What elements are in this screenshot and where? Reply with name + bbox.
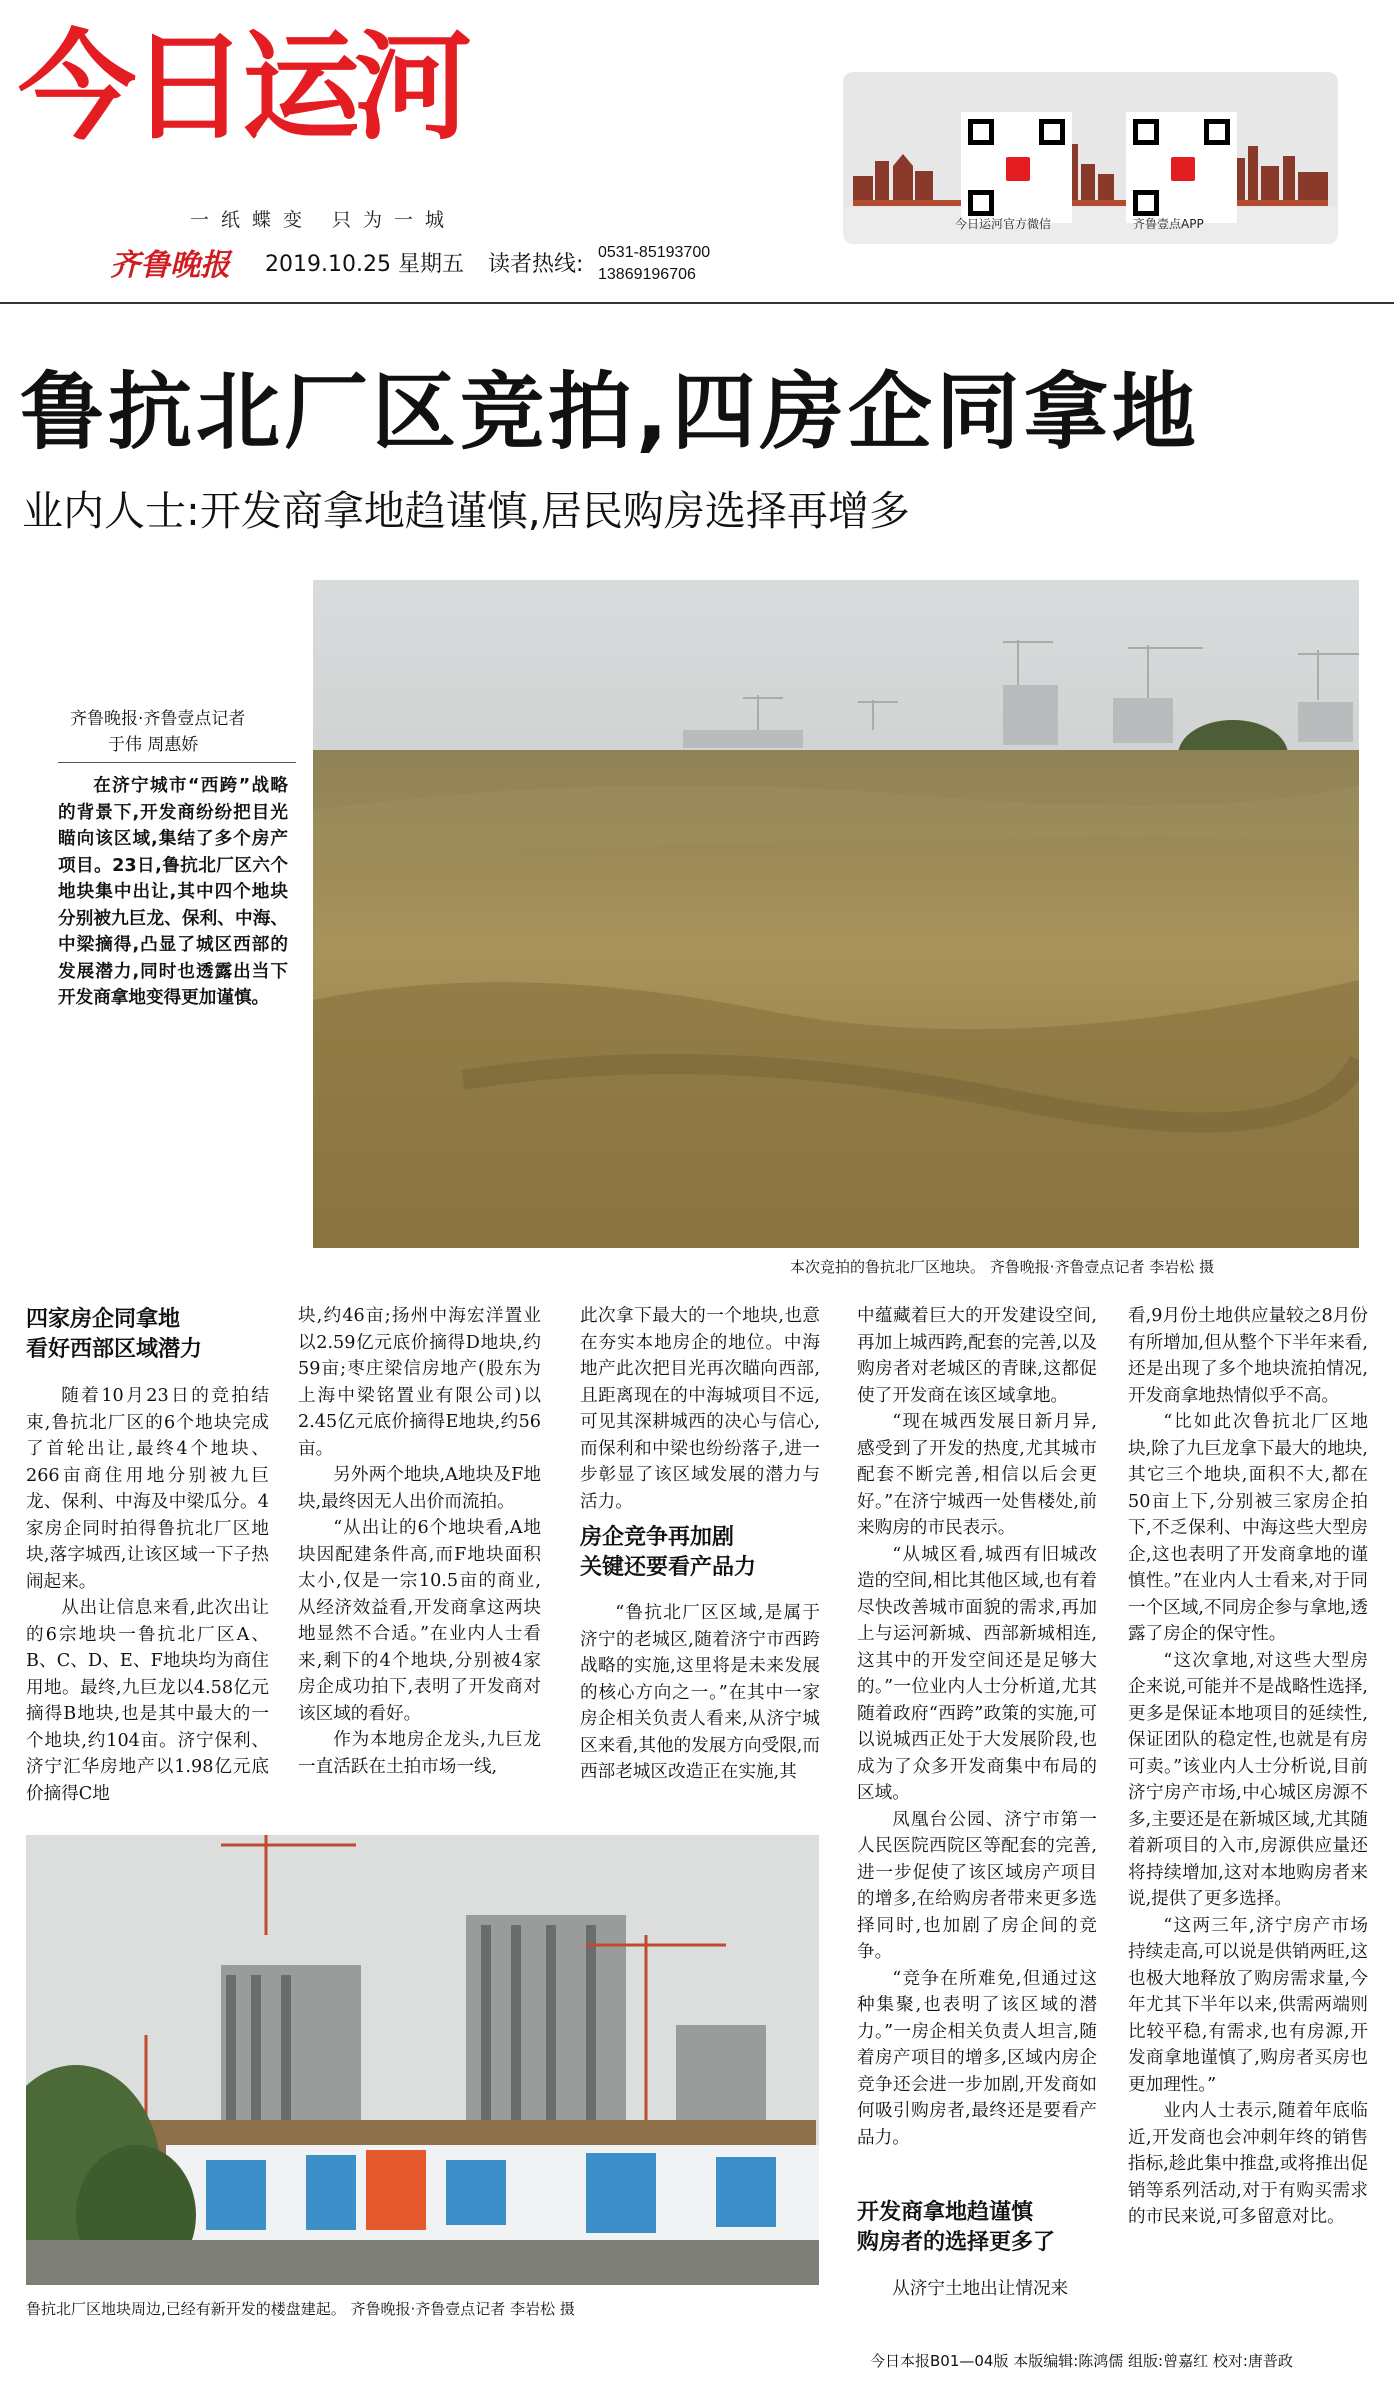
byline-outlet: 齐鲁晚报·齐鲁壹点记者 <box>70 709 246 729</box>
hotline-numbers <box>598 242 710 286</box>
slogan: 一纸蝶变 只为一城 <box>190 209 457 231</box>
section-heading-3: 开发商拿地趋谨慎 购房者的选择更多了 <box>857 2200 1056 2255</box>
wechat-qr-caption: 今日运河官方微信 <box>955 217 1052 231</box>
hotline-label: 读者热线: <box>488 252 584 277</box>
qr-promo-banner <box>843 72 1338 244</box>
byline-reporters: 于伟 周惠娇 <box>108 735 199 755</box>
section-heading-1: 四家房企同拿地 看好西部区域潜力 <box>26 1307 203 1362</box>
page-footer: 今日本报B01—04版 本版编辑:陈鸿儒 组版:曾嘉红 校对:唐普政 <box>870 2352 1293 2370</box>
lead-paragraph: 在济宁城市“西跨”战略的背景下,开发商纷纷把目光瞄向该区域,集结了多个房产项目。23日,鲁抗北厂区六个地块集中出让,其中四个地块分别被九巨龙、保利、中海、中梁摘得,凸显了城区西部的发展潜力,同时也透露出当下开发商拿地变得更加谨慎。 <box>58 776 288 1008</box>
construction-photo <box>26 1835 819 2285</box>
app-qr-caption: 齐鲁壹点APP <box>1133 217 1204 231</box>
byline-divider <box>58 762 296 763</box>
hotline-number-2: 13869196706 <box>598 266 696 283</box>
hotline-number-1: 0531-85193700 <box>598 244 711 261</box>
byline <box>70 706 245 758</box>
article-column-2: 块,约46亩;扬州中海宏洋置业以2.59亿元底价摘得D地块,约59亩;枣庄梁信房地产(股东为上海中梁铭置业有限公司)以2.45亿元底价摘得E地块,约56亩。 另外两个地块,A地块及F地块,最终因无人出价而流拍。 “从出让的6个地块看,A地块因配建条件高,而F地块面积太小,仅是一宗10.5亩的商业,从经济效益看,开发商拿这两块地显然不合适。”在业内人士看来,剩下的4个地块,分别被4家房企成功拍下,表明了开发商对该区域的看好。 作为本地房企龙头,九巨龙一直活跃在土拍市场一线, <box>298 1306 541 1777</box>
field-photo-caption: 本次竞拍的鲁抗北厂区地块。 齐鲁晚报·齐鲁壹点记者 李岩松 摄 <box>790 1258 1215 1276</box>
subheadline: 业内人士:开发商拿地趋谨慎,居民购房选择再增多 <box>22 487 910 535</box>
article-column-3a: 此次拿下最大的一个地块,也意在夯实本地房企的地位。中海地产此次把目光再次瞄向西部,且距离现在的中海城项目不远,可见其深耕城西的决心与信心,而保利和中梁也纷纷落子,进一步彰显了该区域发展的潜力与活力。 <box>580 1306 820 1512</box>
app-qr-code[interactable] <box>1126 112 1237 223</box>
wechat-qr-code[interactable] <box>961 112 1072 223</box>
newspaper-logo: 今日运河 <box>18 18 467 156</box>
city-skyline-illustration <box>853 136 1328 206</box>
article-column-3b: “鲁抗北厂区区域,是属于济宁的老城区,随着济宁市西跨战略的实施,这里将是未来发展的核心方向之一。”在其中一家房企相关负责人看来,从济宁城区来看,其他的发展方向受限,而西部老城区改造正在实施,其 <box>580 1603 820 1782</box>
brand-name: 齐鲁晚报 <box>110 248 230 283</box>
field-photo <box>313 580 1359 1248</box>
article-column-1: 随着10月23日的竞拍结束,鲁抗北厂区的6个地块完成了首轮出让,最终4个地块、266亩商住用地分别被九巨龙、保利、中海及中梁瓜分。4家房企同时拍得鲁抗北厂区地块,落字城西,让该区域一下子热闹起来。 从出让信息来看,此次出让的6宗地块一鲁抗北厂区A、B、C、D、E、F地块均为商住用地。最终,九巨龙以4.58亿元摘得B地块,也是其中最大的一个地块,约104亩。济宁保利、济宁汇华房地产以1.98亿元底价摘得C地 <box>26 1386 269 1804</box>
construction-photo-caption: 鲁抗北厂区地块周边,已经有新开发的楼盘建起。 齐鲁晚报·齐鲁壹点记者 李岩松 摄 <box>26 2300 575 2318</box>
article-column-5: 看,9月份土地供应量较之8月份有所增加,但从整个下半年来看,还是出现了多个地块流拍情况,开发商拿地热情似乎不高。 “比如此次鲁抗北厂区地块,除了九巨龙拿下最大的地块,其它三个地块,面积不大,都在50亩上下,分别被三家房企拍下,不乏保利、中海这些大型房企,这也表明了开发商拿地的谨慎性。”在业内人士看来,对于同一个区域,不同房企参与拿地,透露了房企的保守性。 “这次拿地,对这些大型房企来说,可能并不是战略性选择,更多是保证本地项目的延续性,保证团队的稳定性,也就是有房可卖。”该业内人士分析说,目前济宁房产市场,中心城区房源不多,主要还是在新城区域,尤其随着新项目的入市,房源供应量还将持续增加,这对本地购房者来说,提供了更多选择。 “这两三年,济宁房产市场持续走高,可以说是供销两旺,这也极大地释放了购房需求量,今年尤其下半年以来,供需两端则比较平稳,有需求,也有房源,开发商拿地谨慎了,购房者买房也更加理性。” 业内人士表示,随着年底临近,开发商也会冲刺年终的销售指标,趁此集中推盘,或将推出促销等系列活动,对于有购买需求的市民来说,可多留意对比。 <box>1128 1306 1368 2227</box>
issue-date: 2019.10.25 星期五 <box>265 252 464 277</box>
headline: 鲁抗北厂区竞拍,四房企同拿地 <box>20 363 1200 461</box>
masthead-divider <box>0 302 1394 304</box>
article-column-4-end: 从济宁土地出让情况来 <box>892 2279 1069 2299</box>
article-column-4: 中蕴藏着巨大的开发建设空间,再加上城西跨,配套的完善,以及购房者对老城区的青睐,这都促使了开发商在该区域拿地。 “现在城西发展日新月异,感受到了开发的热度,尤其城市配套不断完善,相信以后会更好。”在济宁城西一处售楼处,前来购房的市民表示。 “从城区看,城西有旧城改造的空间,相比其他区域,也有着尽快改善城市面貌的需求,再加上与运河新城、西部新城相连,这其中的开发空间还是足够大的。”一位业内人士分析道,尤其随着政府“西跨”政策的实施,可以说城西正处于大发展阶段,也成为了众多开发商集中布局的区域。 凤凰台公园、济宁市第一人民医院西院区等配套的完善,进一步促使了该区域房产项目的增多,在给购房者带来更多选择同时,也加剧了房企间的竞争。 “竞争在所难免,但通过这种集聚,也表明了该区域的潜力。”一房企相关负责人坦言,随着房产项目的增多,区域内房企竞争还会进一步加剧,开发商如何吸引购房者,最终还是要看产品力。 <box>857 1306 1097 2148</box>
section-heading-2: 房企竞争再加剧 关键还要看产品力 <box>580 1525 757 1580</box>
